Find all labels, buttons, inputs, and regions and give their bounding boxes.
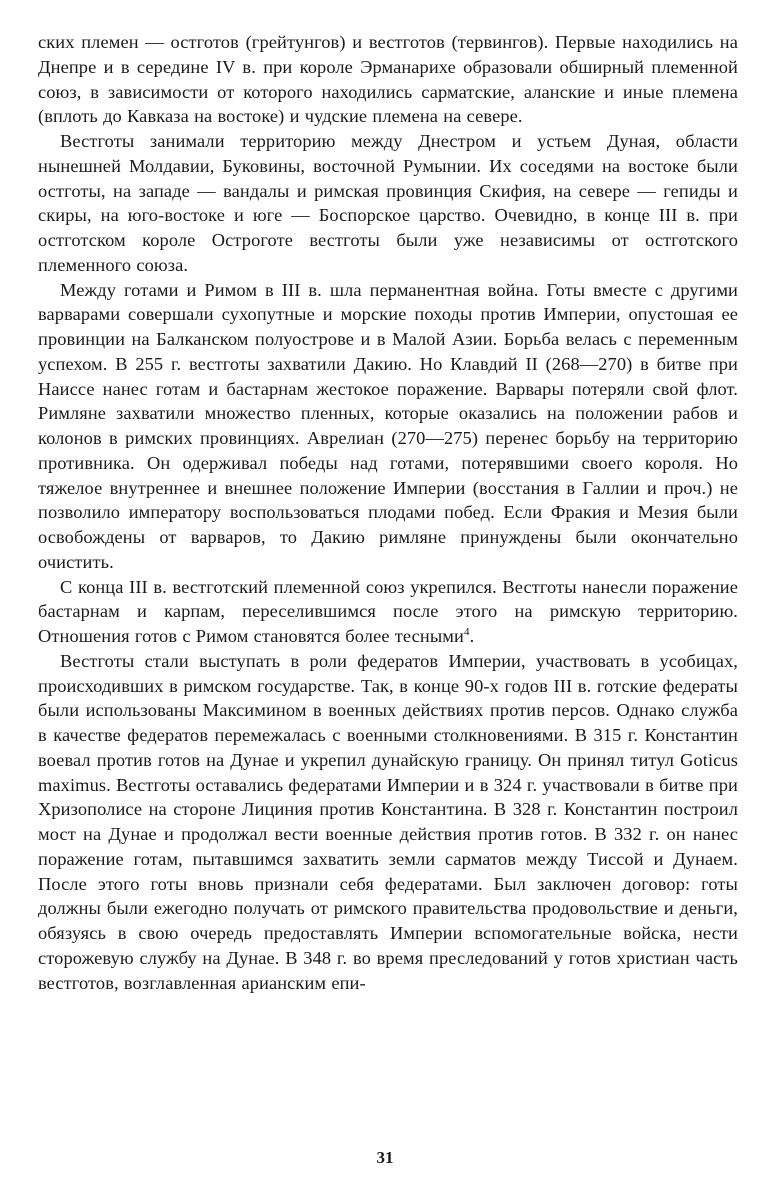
paragraph-4-text: С конца III в. вестготский племенной союз укрепился. Вестготы нанесли поражение бастарнам и карпам, переселившимся после этого на римскую территорию. Отношения готов с Римом становятся более тесными	[38, 576, 738, 646]
paragraph-1: ских племен — остготов (грейтунгов) и вестготов (тервингов). Первые находились на Днепре и в середине IV в. при короле Эрманарихе образовали обширный племенной союз, в зависимости от которого находились сарматские, аланские и иные племена (вплоть до Кавказа на востоке) и чудские племена на севере.	[38, 32, 738, 127]
page-body	[38, 30, 738, 995]
paragraph-4	[38, 575, 738, 649]
paragraph-4-end: .	[469, 626, 475, 646]
footnote-marker[interactable]: 4	[464, 625, 470, 638]
page-number: 31	[376, 1148, 394, 1167]
paragraph-3: Между готами и Римом в III в. шла перманентная война. Готы вместе с другими варварами совершали сухопутные и морские походы против Империи, опустошая ее провинции на Балканском полуострове и в Малой Азии. Борьба велась с переменным успехом. В 255 г. вестготы захватили Дакию. Но Клавдий II (268—270) в битве при Наиссе нанес готам и бастарнам жестокое поражение. Варвары потеряли свой флот. Римляне захватили множество пленных, которые оказались на положении рабов и колонов в римских провинциях. Аврелиан (270—275) перенес борьбу на территорию противника. Он одерживал победы над готами, потерявшими своего короля. Но тяжелое внутреннее и внешнее положение Империи (восстания в Галлии и проч.) не позволило императору воспользоваться плодами побед. Если Фракия и Мезия были освобождены от варваров, то Дакию римляне принуждены были окончательно очистить.	[38, 279, 738, 572]
paragraph-2: Вестготы занимали территорию между Днестром и устьем Дуная, области нынешней Молдавии, Буковины, восточной Румынии. Их соседями на востоке были остготы, на западе — вандалы и римская провинция Скифия, на севере — гепиды и скиры, на юго-востоке и юге — Боспорское царство. Очевидно, в конце III в. при остготском короле Остроготе вестготы были уже независимы от остготского племенного союза.	[38, 131, 738, 275]
paragraph-5: Вестготы стали выступать в роли федератов Империи, участвовать в усобицах, происходивших в римском государстве. Так, в конце 90-х годов III в. готские федераты были использованы Максимином в военных действиях против персов. Однако служба в качестве федератов перемежалась с военными столкновениями. В 315 г. Константин воевал против готов на Дунае и укрепил дунайскую границу. Он принял титул Goticus maximus. Вестготы оставались федератами Империи и в 324 г. участвовали в битве при Хризополисе на стороне Лициния против Константина. В 328 г. Константин построил мост на Дунае и продолжал вести военные действия против готов. В 332 г. он нанес поражение готам, пытавшимся захватить земли сарматов между Тиссой и Дунаем. После этого готы вновь признали себя федератами. Был заключен договор: готы должны были ежегодно получать от римского правительства продовольствие и деньги, обязуясь в свою очередь предоставлять Империи вспомогательные войска, нести сторожевую службу на Дунае. В 348 г. во время преследований у готов христиан часть вестготов, возглавленная арианским епи-	[38, 650, 738, 993]
